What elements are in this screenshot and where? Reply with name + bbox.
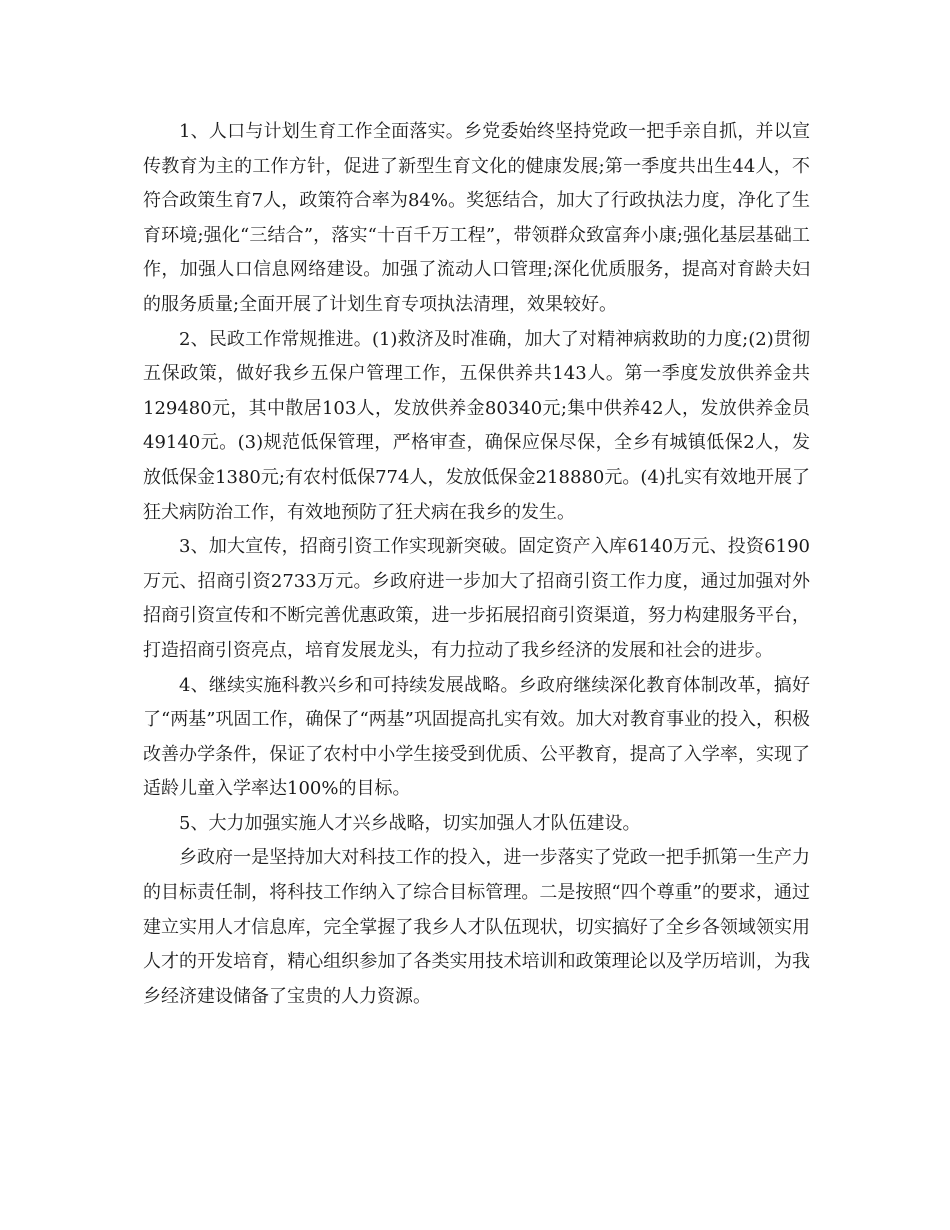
paragraph-investment-promotion: 3、加大宣传，招商引资工作实现新突破。固定资产入库6140万元、投资6190万元、招商引资2733万元。乡政府进一步加大了招商引资工作力度，通过加强对外招商引资宣传和不断完善优惠政策，进一步拓展招商引资渠道，努力构建服务平台，打造招商引资亮点，培育发展龙头，有力拉动了我乡经济的发展和社会的进步。 (143, 536, 810, 661)
paragraph-talent-strategy-details: 乡政府一是坚持加大对科技工作的投入，进一步落实了党政一把手抓第一生产力的目标责任制，将科技工作纳入了综合目标管理。二是按照“四个尊重”的要求，通过建立实用人才信息库，完全掌握了我乡人才队伍现状，切实搞好了全乡各领域领实用人才的开发培育，精心组织参加了各类实用技术培训和政策理论以及学历培训，为我乡经济建设储备了宝贵的人力资源。 (143, 847, 810, 1007)
paragraph-population-planning: 1、人口与计划生育工作全面落实。乡党委始终坚持党政一把手亲自抓，并以宣传教育为主的工作方针，促进了新型生育文化的健康发展;第一季度共出生44人，不符合政策生育7人，政策符合率为84%。奖惩结合，加大了行政执法力度，净化了生育环境;强化“三结合”，落实“十百千万工程”，带领群众致富奔小康;强化基层基础工作，加强人口信息网络建设。加强了流动人口管理;深化优质服务，提高对育龄夫妇的服务质量;全面开展了计划生育专项执法清理，效果较好。 (143, 121, 810, 315)
paragraph-talent-strategy-heading: 5、大力加强实施人才兴乡战略，切实加强人才队伍建设。 (179, 812, 641, 834)
paragraph-education: 4、继续实施科教兴乡和可持续发展战略。乡政府继续深化教育体制改革，搞好了“两基”巩固工作，确保了“两基”巩固提高扎实有效。加大对教育事业的投入，积极改善办学条件，保证了农村中小学生接受到优质、公平教育，提高了入学率，实现了适龄儿童入学率达100%的目标。 (143, 674, 810, 800)
paragraph-civil-affairs: 2、民政工作常规推进。(1)救济及时准确，加大了对精神病救助的力度;(2)贯彻五保政策，做好我乡五保户管理工作，五保供养共143人。第一季度发放供养金共129480元，其中散居103人，发放供养金80340元;集中供养42人，发放供养金员49140元。(3)规范低保管理，严格审查，确保应保尽保，全乡有城镇低保2人，发放低保金1380元;有农村低保774人，发放低保金218880元。(4)扎实有效地开展了狂犬病防治工作，有效地预防了狂犬病在我乡的发生。 (143, 328, 810, 523)
document-body (143, 115, 810, 1014)
